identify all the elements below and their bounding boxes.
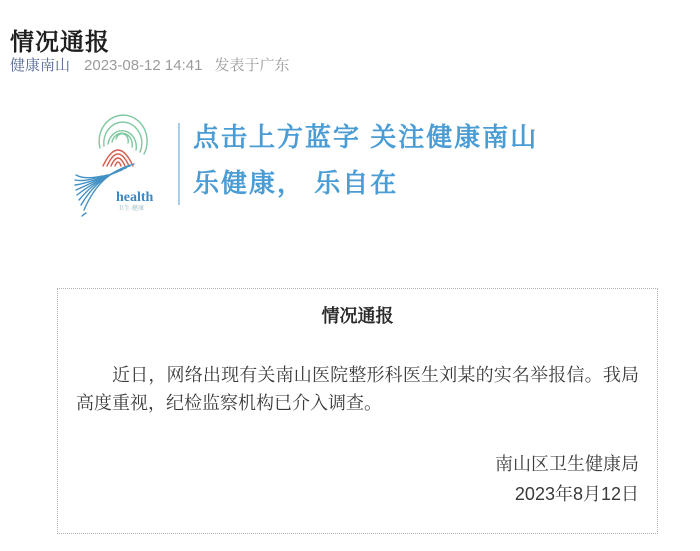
banner-image bbox=[0, 98, 700, 243]
fingerprint-logo-icon bbox=[70, 106, 180, 228]
publish-location: 发表于广东 bbox=[214, 57, 290, 74]
notice-title: 情况通报 bbox=[321, 306, 394, 326]
notice-date: 2023年8月12日 bbox=[514, 484, 639, 504]
page-title: 情况通报 bbox=[10, 29, 110, 57]
account-name-link[interactable]: 健康南山 bbox=[10, 57, 71, 74]
publish-timestamp: 2023-08-12 14:41 bbox=[84, 57, 203, 74]
svg-text:卫生·健康: 卫生·健康 bbox=[118, 206, 144, 212]
banner-slogan-line1: 点击上方蓝字 关注健康南山 bbox=[193, 122, 539, 152]
article-meta bbox=[10, 54, 289, 75]
notice-box bbox=[57, 288, 658, 534]
banner-divider-line bbox=[178, 123, 180, 205]
banner-slogan-line2: 乐健康， 乐自在 bbox=[193, 168, 399, 198]
notice-signature: 南山区卫生健康局 bbox=[495, 454, 639, 474]
notice-body-text: 近日，网络出现有关南山医院整形科医生刘某的实名举报信。我局高度重视，纪检监察机构已介入调查。 bbox=[76, 365, 639, 413]
banner-slogan bbox=[193, 114, 538, 206]
svg-text:health: health bbox=[116, 190, 154, 205]
